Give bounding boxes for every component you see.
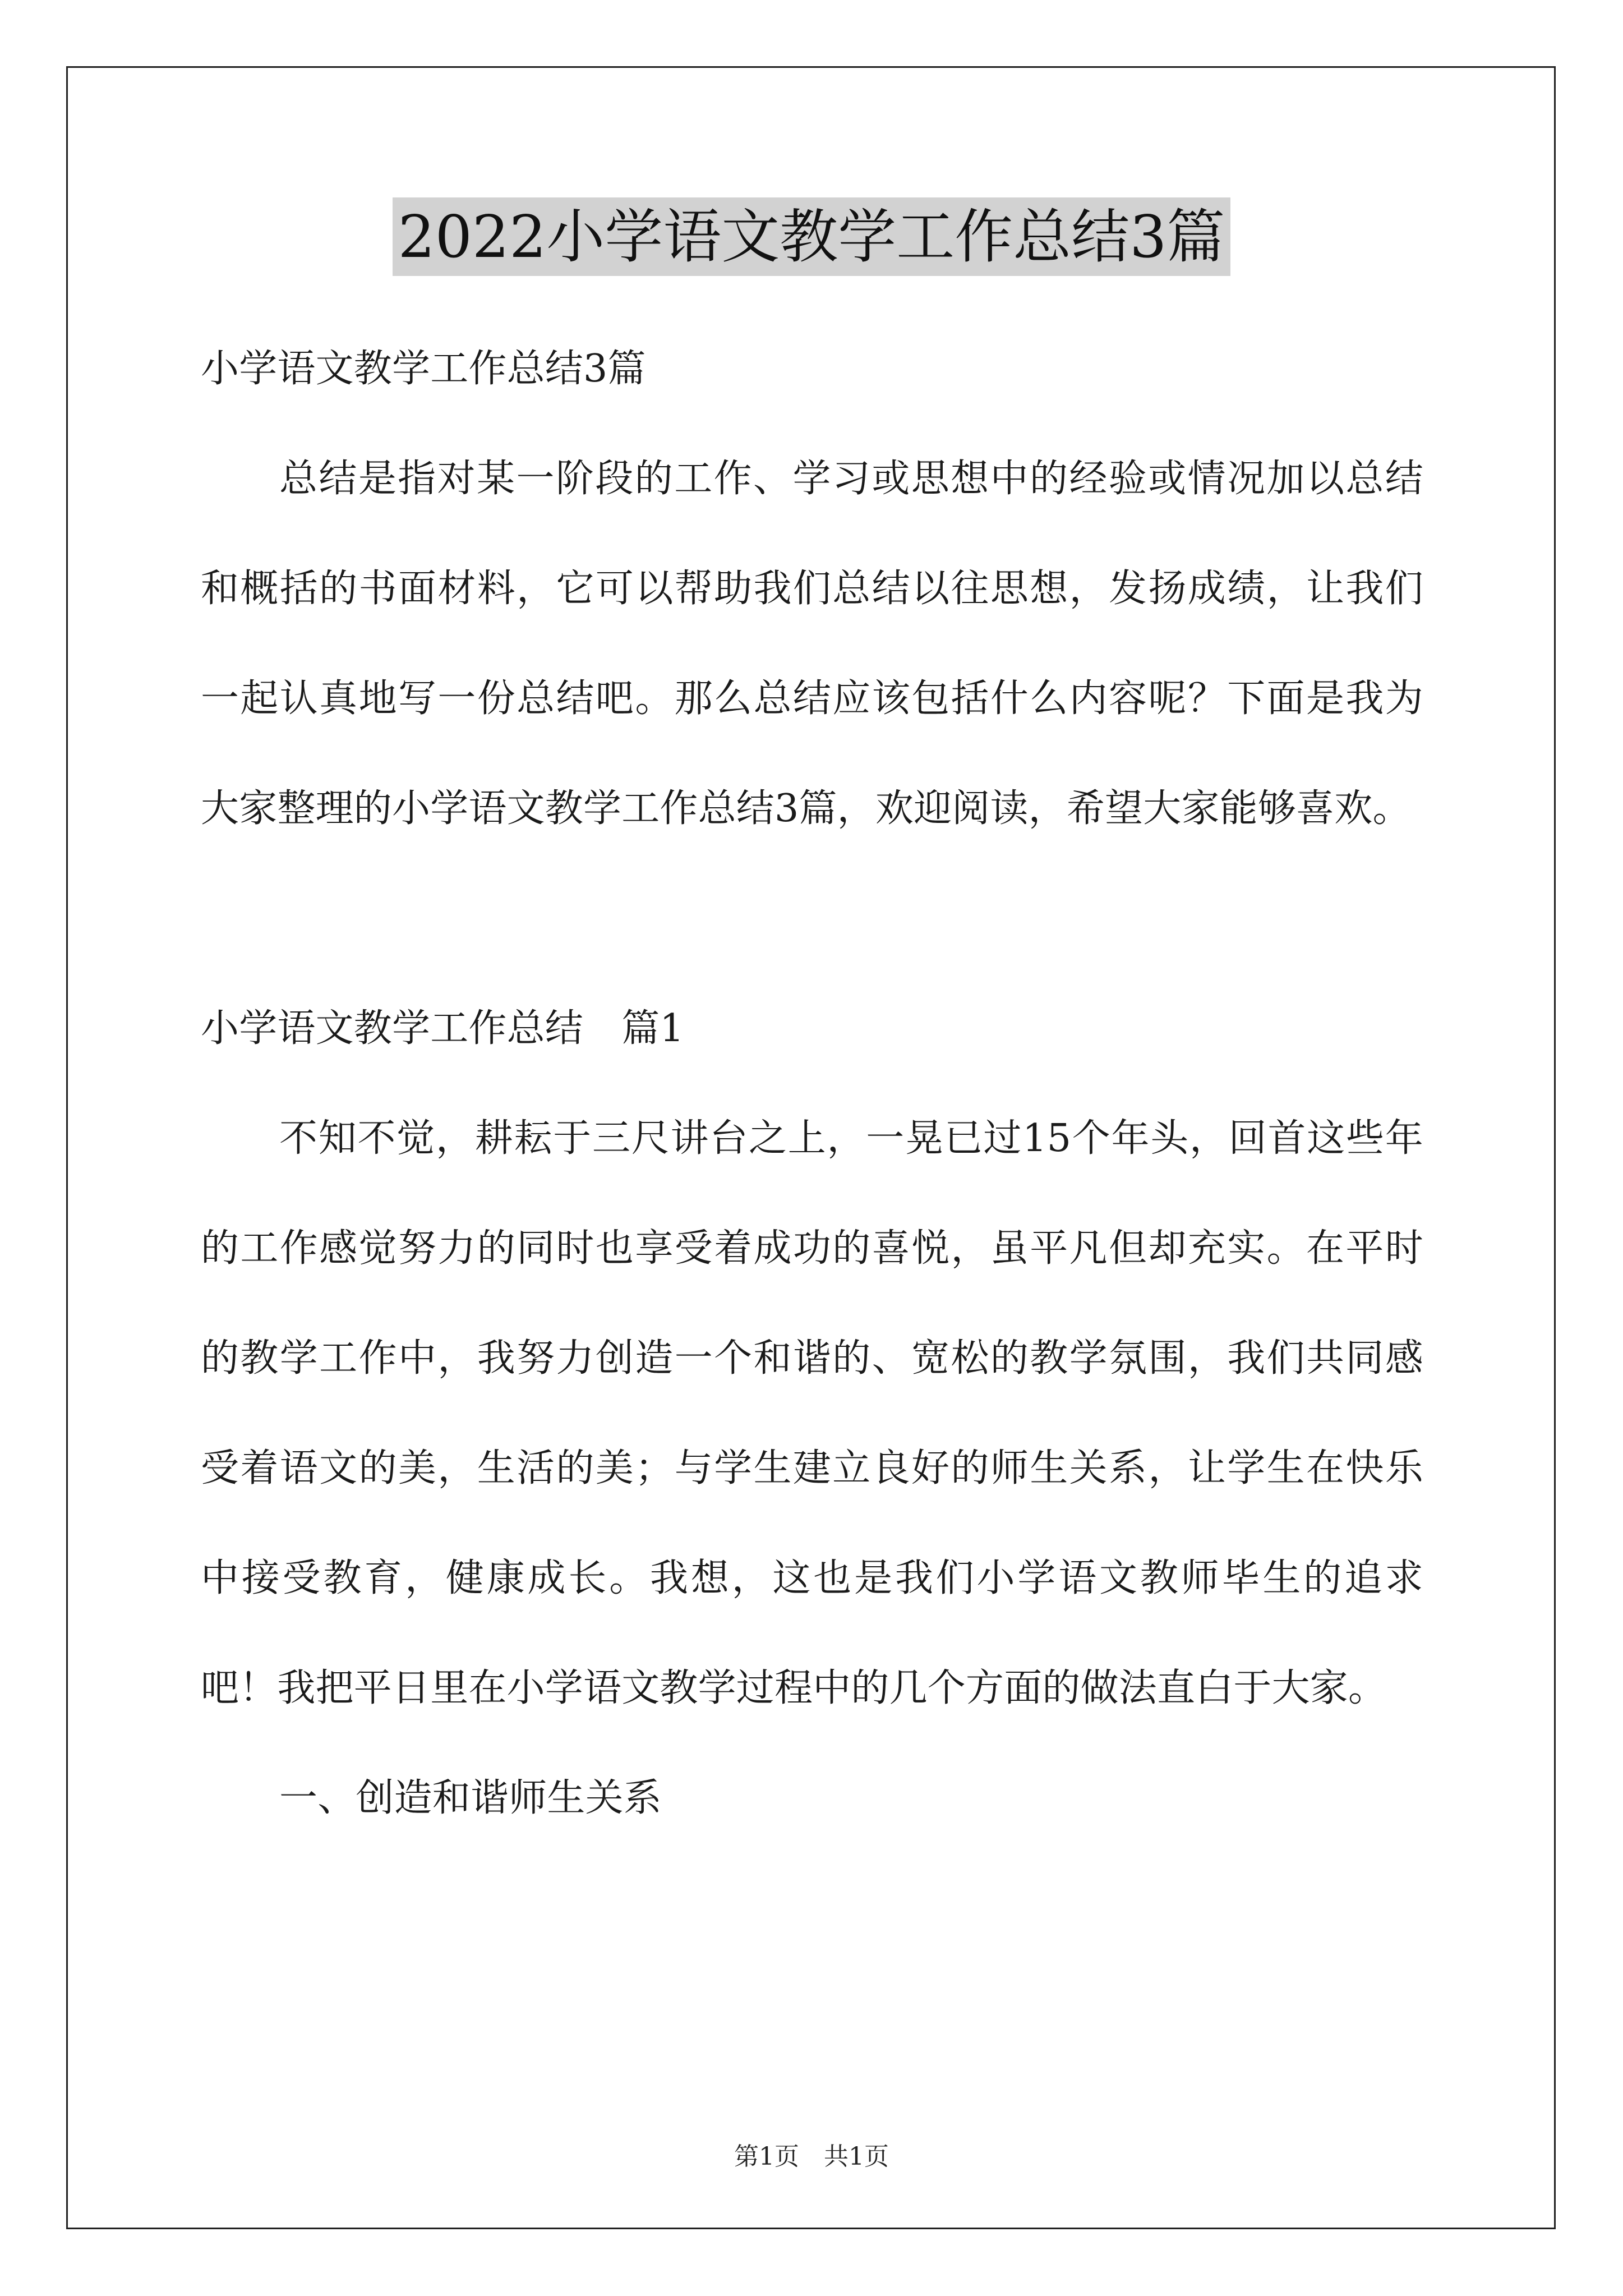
document-body [201, 314, 1423, 1853]
document-subtitle: 小学语文教学工作总结3篇 [201, 347, 646, 391]
section-paragraph: 不知不觉，耕耘于三尺讲台之上，一晃已过15个年头，回首这些年的工作感觉努力的同时也享受着成功的喜悦，虽平凡但却充实。在平时的教学工作中，我努力创造一个和谐的、宽松的教学氛围，我们共同感受着语文的美，生活的美；与学生建立良好的师生关系，让学生在快乐中接受教育，健康成长。我想，这也是我们小学语文教师毕生的追求吧！我把平日里在小学语文教学过程中的几个方面的做法直白于大家。 [201, 1116, 1423, 1710]
section-heading: 小学语文教学工作总结 篇1 [201, 1006, 684, 1051]
document-title: 2022小学语文教学工作总结3篇 [393, 197, 1231, 276]
title-container [0, 197, 1623, 276]
subsection-heading: 一、创造和谐师生关系 [279, 1776, 662, 1820]
page-footer: 第1页 共1页 [734, 2142, 889, 2171]
intro-paragraph: 总结是指对某一阶段的工作、学习或思想中的经验或情况加以总结和概括的书面材料，它可以帮助我们总结以往思想，发扬成绩，让我们一起认真地写一份总结吧。那么总结应该包括什么内容呢？下面是我为大家整理的小学语文教学工作总结3篇，欢迎阅读，希望大家能够喜欢。 [201, 457, 1423, 831]
paragraph-gap [201, 864, 1423, 974]
